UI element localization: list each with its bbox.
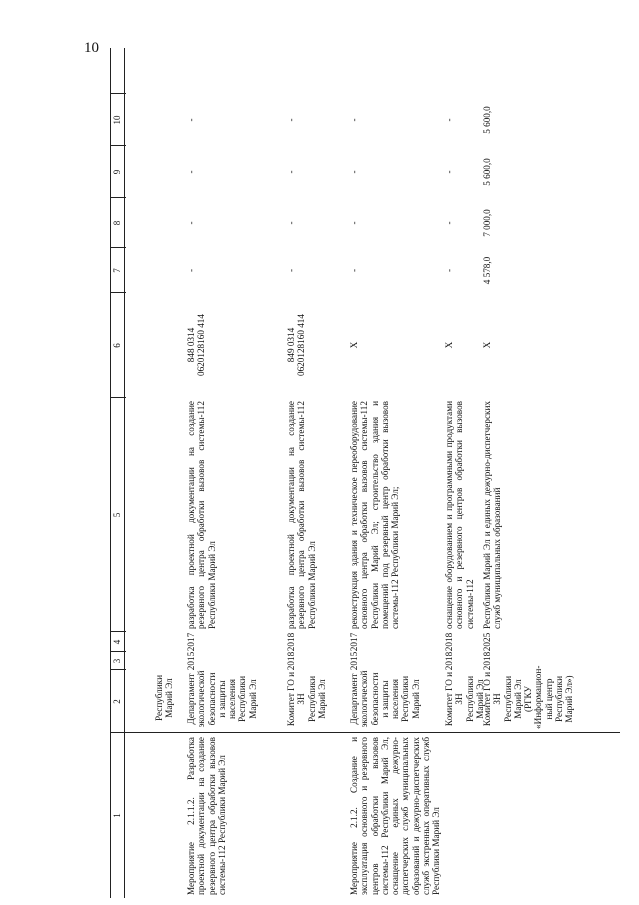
row2-sub1-c9: - bbox=[349, 170, 359, 174]
row1-sub1-c7: - bbox=[186, 268, 196, 273]
header-bottom-rule bbox=[124, 48, 125, 898]
row2-sub1-c10: - bbox=[349, 118, 359, 122]
header-col-6: 6 bbox=[112, 343, 122, 348]
row1-sub2-kbk bbox=[286, 290, 307, 400]
row2-sub3-c7: 4 578,0 bbox=[482, 256, 492, 285]
row2-sub1-start: 2015 bbox=[349, 651, 359, 671]
row2-sub3-kbk bbox=[482, 290, 492, 400]
row2-sub3-c8: 7 000,0 bbox=[482, 209, 492, 237]
executor-line: (РГКУ bbox=[523, 686, 534, 712]
continuation-executor bbox=[154, 668, 175, 728]
executor-line: и защиты bbox=[379, 680, 390, 718]
kbk-line: 0620128160 414 bbox=[196, 314, 207, 377]
header-col-1: 1 bbox=[112, 813, 122, 818]
page-number: 10 bbox=[84, 40, 99, 56]
executor-line: безопасности bbox=[206, 672, 217, 726]
row2-sub2-result: оснащение оборудованием и программными продуктами основного и резервного центров обработки вызовов системы-112 bbox=[444, 401, 475, 629]
executor-line: экологической bbox=[359, 670, 370, 728]
executor-line: «Информацион- bbox=[533, 665, 544, 729]
row2-sub2-c10: - bbox=[444, 118, 454, 122]
row2-sub2-c9: - bbox=[444, 170, 454, 174]
continuation-line: Марий Эл bbox=[164, 678, 175, 718]
executor-line: Республики bbox=[464, 675, 475, 723]
executor-line: Республики bbox=[554, 675, 565, 723]
executor-line: Департамент bbox=[349, 673, 359, 725]
row1-sub1-result: разработка проектной документации на создание резервного центра обработки вызовов системы-112 Республики Марий Эл bbox=[186, 401, 217, 629]
executor-line: Комитет ГО и ЗН bbox=[444, 671, 465, 727]
header-col-5: 5 bbox=[112, 512, 122, 518]
row1-sub2-c7: - bbox=[286, 268, 296, 273]
executor-line: Комитет ГО и ЗН bbox=[286, 671, 307, 727]
row2-sub3-end: 2025 bbox=[482, 632, 492, 652]
row1-name: Мероприятие 2.1.1.2. Разработка проектной документации на создание резервного центра обработки вызовов системы-112 Республики Марий Эл bbox=[186, 737, 227, 895]
kbk-line: 848 0314 bbox=[186, 327, 196, 363]
executor-line: экологической bbox=[196, 670, 207, 728]
col-sep-1 bbox=[110, 732, 620, 733]
row2-sub1-c8: - bbox=[349, 221, 359, 225]
executor-line: Республики bbox=[502, 675, 513, 723]
table-top-rule bbox=[110, 48, 111, 898]
continuation-line: Республики bbox=[154, 674, 164, 722]
header-col-9: 9 bbox=[112, 169, 122, 175]
executor-line: Республики bbox=[400, 675, 411, 723]
executor-line: Республики bbox=[306, 675, 317, 723]
row2-sub2-c7: - bbox=[444, 268, 454, 273]
kbk-line: 849 0314 bbox=[286, 327, 296, 363]
row1-sub1-executor bbox=[186, 669, 258, 729]
row1-sub2-executor bbox=[286, 669, 327, 729]
row1-sub2-c10: - bbox=[286, 118, 296, 122]
row2-sub1-kbk bbox=[349, 290, 359, 400]
executor-line: Республики bbox=[237, 675, 248, 723]
kbk-line: X bbox=[482, 341, 492, 349]
kbk-line: X bbox=[349, 341, 359, 349]
row2-sub2-executor bbox=[444, 669, 485, 729]
executor-line: населения bbox=[390, 679, 401, 719]
row2-sub1-c7: - bbox=[349, 268, 359, 273]
executor-line: Комитет ГО и ЗН bbox=[482, 671, 503, 727]
row1-sub1-end: 2017 bbox=[186, 632, 196, 652]
kbk-line: 0620128160 414 bbox=[296, 314, 307, 377]
executor-line: Марий Эл») bbox=[564, 675, 575, 723]
row2-name: Мероприятие 2.1.2. Создание и эксплуатация основного и резервного центров обработки вызовов системы-112 Республики Марий Эл, оснащение единых дежурно-диспетчерских служб муниципальных образований и дежурно-диспетчерских служб экстренных оперативных служб Республики Марий Эл bbox=[349, 737, 442, 895]
executor-line: и защиты bbox=[216, 680, 227, 718]
executor-line: Марий Эл bbox=[512, 679, 523, 719]
row1-sub1-kbk bbox=[186, 290, 207, 400]
row2-sub1-executor bbox=[349, 669, 421, 729]
rotated-table bbox=[110, 48, 620, 898]
kbk-line: X bbox=[444, 341, 454, 349]
header-col-7: 7 bbox=[112, 268, 122, 273]
document-table-frame bbox=[110, 48, 620, 898]
executor-line: населения bbox=[227, 679, 238, 719]
executor-line: Марий Эл bbox=[316, 679, 327, 719]
row1-sub1-c8: - bbox=[186, 221, 196, 225]
header-col-3: 3 bbox=[112, 658, 122, 664]
row2-sub3-executor bbox=[482, 665, 575, 729]
row2-sub3-c10: 5 600,0 bbox=[482, 106, 492, 134]
executor-line: безопасности bbox=[369, 672, 380, 726]
executor-line: Марий Эл bbox=[247, 679, 258, 719]
executor-line: Марий Эл bbox=[410, 679, 421, 719]
header-col-8: 8 bbox=[112, 220, 122, 226]
row2-sub2-end: 2018 bbox=[444, 632, 454, 652]
header-col-10: 10 bbox=[112, 115, 122, 125]
row1-sub1-c10: - bbox=[186, 118, 196, 122]
row1-sub2-c9: - bbox=[286, 170, 296, 174]
header-col-2: 2 bbox=[112, 699, 122, 704]
row1-sub2-end: 2018 bbox=[286, 632, 296, 652]
row2-sub2-c8: - bbox=[444, 221, 454, 225]
row2-sub3-result: Республики Марий Эл и единых дежурно-диспетчерских служб муниципальных образований bbox=[482, 401, 503, 629]
executor-line: ный центр bbox=[543, 678, 554, 720]
executor-line: Департамент bbox=[186, 673, 196, 725]
row2-sub2-kbk bbox=[444, 290, 454, 400]
header-col-4: 4 bbox=[112, 639, 122, 645]
row2-sub2-start: 2018 bbox=[444, 651, 454, 671]
row2-sub3-start: 2018 bbox=[482, 651, 492, 671]
row1-sub1-c9: - bbox=[186, 170, 196, 174]
row1-sub2-result: разработка проектной документации на создание резервного центра обработки вызовов системы-112 Республики Марий Эл bbox=[286, 401, 317, 629]
row2-sub1-result: реконструкция здания и техническое переоборудование основного центра обработки вызовов системы-112 Республики Марий Эл; строительство здания и помещений под резервный центр обработки вызовов системы-112 Республики Марий Эл; bbox=[349, 401, 401, 629]
row1-sub2-start: 2018 bbox=[286, 651, 296, 671]
row1-sub2-c8: - bbox=[286, 221, 296, 225]
row1-sub1-start: 2015 bbox=[186, 651, 196, 671]
row2-sub1-end: 2017 bbox=[349, 632, 359, 652]
executor-line: Марий Эл bbox=[474, 679, 485, 719]
row2-sub3-c9: 5 600,0 bbox=[482, 158, 492, 186]
